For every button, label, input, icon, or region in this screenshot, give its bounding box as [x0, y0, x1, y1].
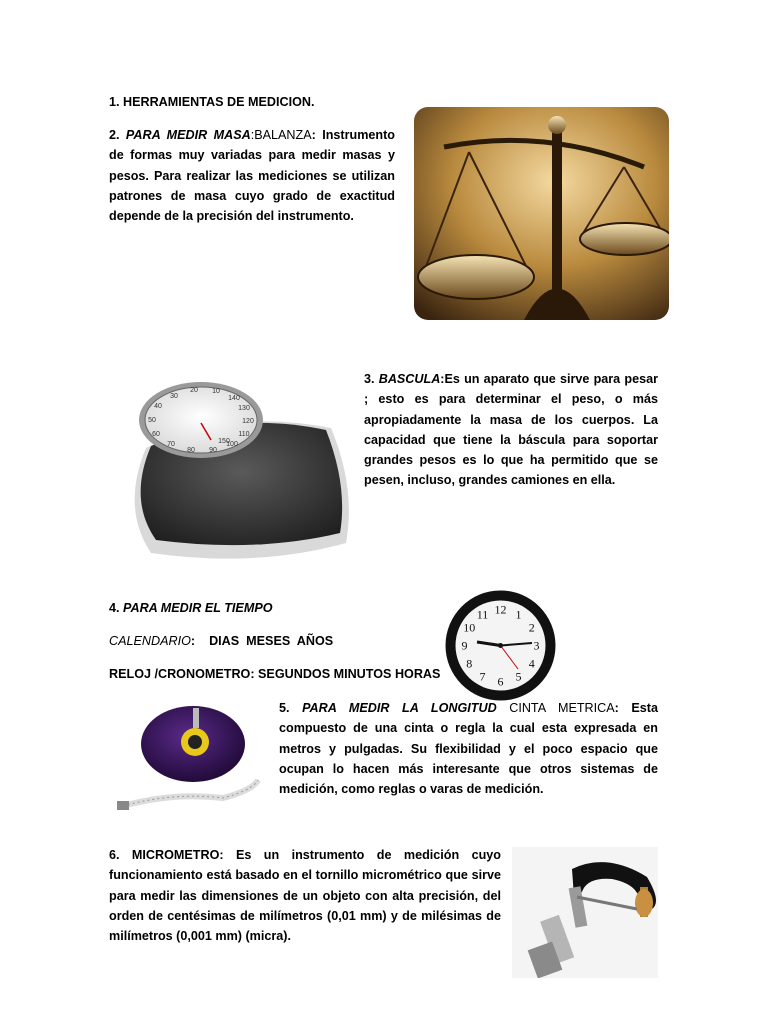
dial-number: 70 [167, 441, 175, 448]
wall-clock-image [444, 589, 557, 702]
section-bascula [364, 369, 658, 491]
clock-numeral: 12 [494, 602, 507, 617]
section-title: BASCULA [378, 372, 441, 386]
clock-numeral: 6 [497, 674, 504, 689]
dial-number: 150 [218, 438, 230, 445]
clock-line [109, 664, 440, 684]
section-number: 4. [109, 601, 124, 615]
section-longitud [279, 698, 658, 799]
dial-number: 110 [238, 431, 250, 438]
clock-numeral: 7 [479, 669, 486, 684]
dial-number: 20 [190, 387, 198, 394]
calendar-line [109, 631, 333, 651]
section-tiempo [109, 598, 273, 618]
section-text: 6. MICROMETRO: Es un instrumento de medición cuyo funcionamiento está basado en el tornillo micrométrico que sirve para medir las dimensiones de un objeto con alta precisión, del orden de centésimas de milímetros (0,01 mm) y de milésimas de milímetros (0,001 mm) (micra). [109, 848, 501, 944]
section-body: : Esta compuesto de una cinta o regla la cual esta expresada en metros y pulgadas. Su flexibilidad y el poco espacio que ocupan lo hacen más interesante que otros sistemas de medición, como reglas o varas de medición. [279, 701, 658, 797]
clock-numeral: 4 [528, 656, 535, 671]
heading-text: 1. HERRAMIENTAS DE MEDICION. [109, 95, 315, 109]
clock-units: RELOJ /CRONOMETRO: SEGUNDOS MINUTOS HORAS [109, 667, 441, 681]
clock-numeral: 3 [533, 638, 540, 653]
dial-number: 100 [226, 441, 238, 448]
bathroom-scale-image [116, 368, 353, 568]
clock-numeral: 9 [461, 638, 468, 653]
dial-number: 50 [148, 417, 156, 424]
instrument-name: CINTA METRICA [496, 701, 615, 715]
tape-measure-image [113, 702, 263, 818]
section-balanza [109, 125, 395, 226]
dial-number: 140 [228, 395, 240, 402]
dial-number: 120 [242, 418, 254, 425]
dial-number: 130 [238, 405, 250, 412]
clock-numeral: 5 [515, 669, 522, 684]
section-title: PARA MEDIR MASA [125, 128, 251, 142]
dial-number: 60 [152, 431, 160, 438]
clock-numeral: 11 [476, 607, 489, 622]
section-micrometro [109, 845, 501, 946]
clock-numeral: 2 [528, 620, 535, 635]
calendar-units: : DIAS MESES AÑOS [190, 634, 334, 648]
dial-number: 30 [170, 393, 178, 400]
section-title: PARA MEDIR LA LONGITUD [302, 701, 497, 715]
micrometer-image [512, 847, 658, 978]
clock-numeral: 8 [466, 656, 473, 671]
dial-number: 10 [212, 388, 220, 395]
section-number: 3. [364, 372, 379, 386]
balance-scale-image [414, 107, 669, 320]
section-title: PARA MEDIR EL TIEMPO [123, 601, 273, 615]
dial-number: 80 [187, 447, 195, 454]
clock-numeral: 1 [515, 607, 522, 622]
dial-number: 90 [209, 447, 217, 454]
section-body: : Instrumento de formas muy variadas para medir masas y pesos. Para realizar las mediciones se utilizan patrones de masa cuyo grado de exactitud depende de la precisión del instrumento. [109, 128, 395, 224]
instrument-name: :BALANZA [250, 128, 312, 142]
section-number: 2. [109, 128, 126, 142]
dial-number: 40 [154, 403, 162, 410]
page-title [109, 92, 314, 112]
calendar-label: CALENDARIO [109, 634, 191, 648]
section-number: 5. [279, 701, 303, 715]
clock-numeral: 10 [463, 620, 476, 635]
section-body: :Es un aparato que sirve para pesar ; esto es para determinar el peso, o más apropiadamente la masa de los cuerpos. La capacidad que tiene la báscula para soportar grandes pesos es lo que ha permitido que se pesen, incluso, grandes camiones en ella. [364, 372, 658, 488]
